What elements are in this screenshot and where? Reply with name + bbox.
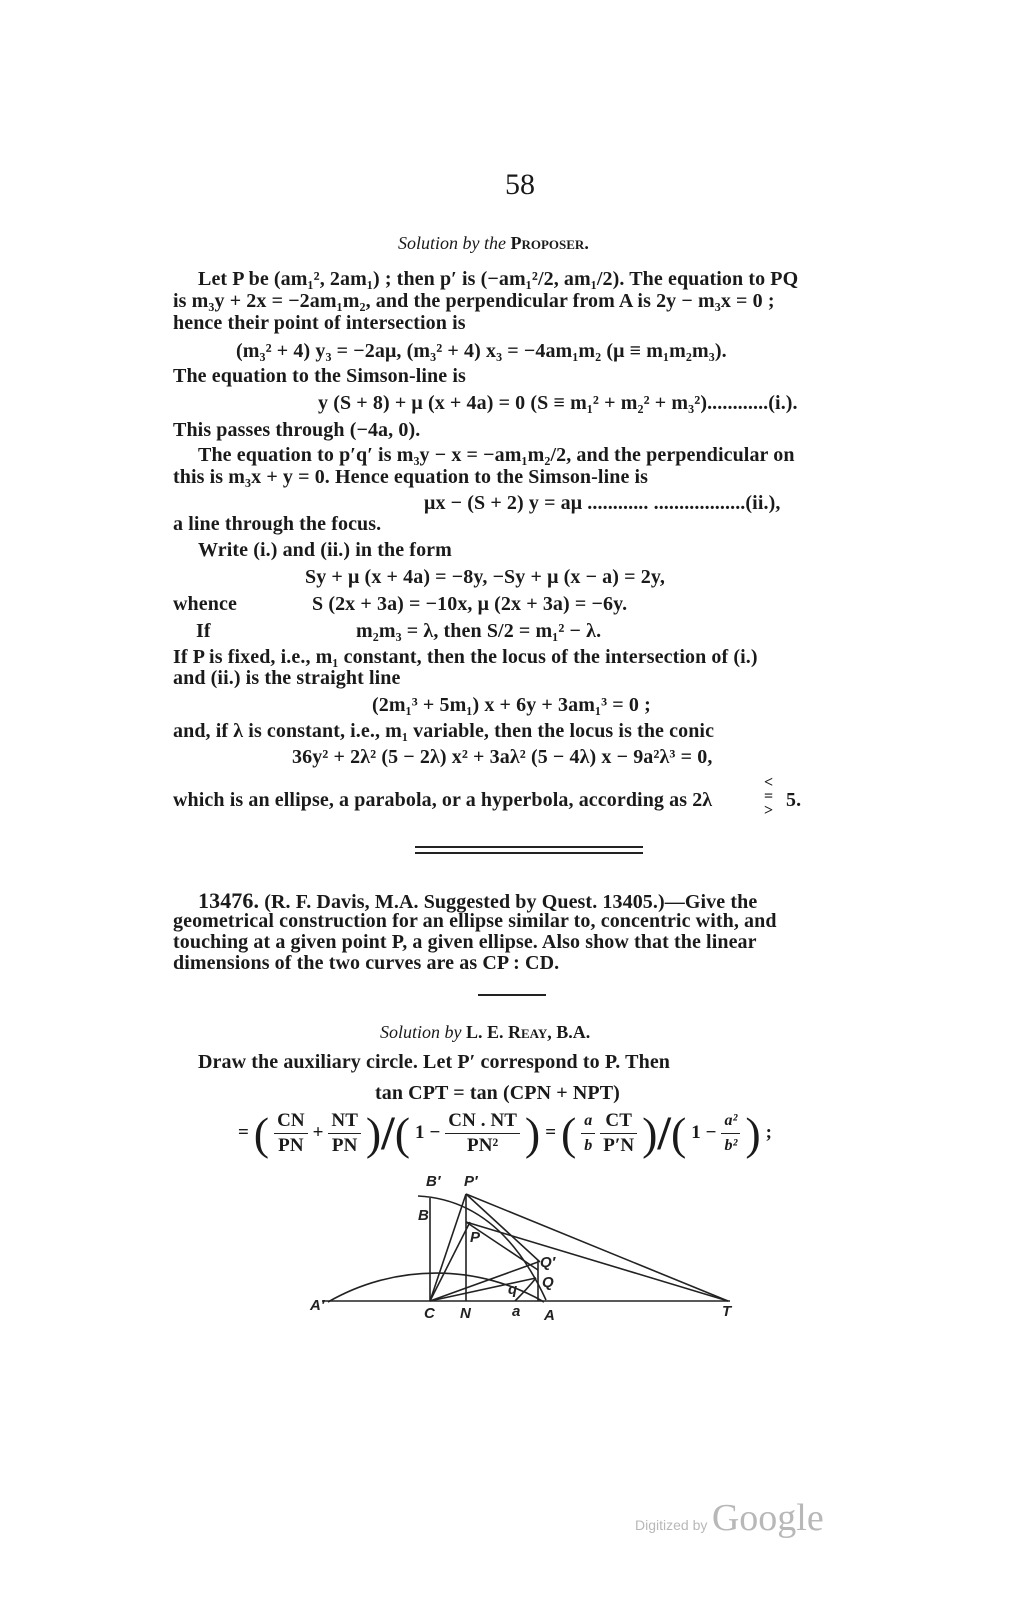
den: PN	[331, 1135, 358, 1156]
separator-rule-top	[415, 846, 643, 848]
formula-eq2: =	[545, 1121, 557, 1143]
label-b: B	[418, 1207, 429, 1224]
s1-line-7: This passes through (−4a, 0).	[173, 419, 421, 441]
den: PN	[278, 1135, 304, 1156]
s2-line-1: Draw the auxiliary circle. Let P′ correspond to P. Then	[198, 1051, 671, 1073]
paren-close: )	[745, 1108, 761, 1159]
den: PN²	[466, 1135, 499, 1156]
label-q-small: q	[508, 1281, 518, 1298]
watermark-brand: Google	[711, 1497, 824, 1539]
s1-equation-form: Sy + μ (x + 4a) = −8y, −Sy + μ (x − a) = 2y,	[305, 566, 665, 588]
s1-equation-lambda: m₂m₃ = λ, then S/2 = m₁² − λ.	[356, 620, 602, 642]
greater-than-symbol: >	[764, 802, 774, 819]
s1-line-21: and, if λ is constant, i.e., m₁ variable, then the locus is the conic	[173, 720, 715, 742]
solution-heading-proposer	[398, 233, 589, 254]
label-b-prime: B′	[426, 1173, 441, 1190]
s1-equation-i: y (S + 8) + μ (x + 4a) = 0 (S ≡ m₁² + m₂² + m₃²)............(i.).	[318, 392, 798, 414]
s1-line-23-end: 5.	[786, 789, 802, 811]
question-line-2: geometrical construction for an ellipse similar to, concentric with, and	[173, 910, 777, 932]
heading-name: Proposer.	[510, 233, 589, 253]
s1-line-3: hence their point of intersection is	[173, 312, 466, 334]
label-a-prime: A′	[310, 1297, 325, 1314]
den: b	[584, 1137, 593, 1154]
tangent-p	[466, 1222, 728, 1301]
question-text-1: (R. F. Davis, M.A. Suggested by Quest. 13405.)—Give the	[264, 891, 758, 913]
paren-close: )	[365, 1108, 382, 1159]
s1-line-11: a line through the focus.	[173, 513, 382, 535]
fraction-a2-b2	[721, 1109, 740, 1158]
given-ellipse-arc	[418, 1196, 546, 1300]
num: NT	[328, 1109, 361, 1134]
division-slash: /	[381, 1107, 395, 1160]
formula-eq: =	[238, 1121, 249, 1143]
s1-if: If	[196, 620, 211, 642]
label-c: C	[424, 1305, 435, 1322]
relation-symbols	[764, 776, 773, 818]
label-t: T	[722, 1303, 732, 1320]
s1-line-5: The equation to the Simson-line is	[173, 365, 466, 387]
solution-heading-reay	[380, 1022, 590, 1043]
heading-prefix: Solution by the	[398, 233, 506, 253]
s1-line-23: which is an ellipse, a parabola, or a hyperbola, according as 2λ	[173, 789, 713, 811]
s1-line-2: is m₃y + 2x = −2am₁m₂, and the perpendicular from A is 2y − m₃x = 0 ;	[173, 290, 775, 312]
s1-equation-conic: 36y² + 2λ² (5 − 2λ) x² + 3aλ² (5 − 4λ) x − 9a²λ³ = 0,	[292, 746, 713, 768]
watermark-prefix: Digitized by	[635, 1517, 708, 1533]
heading-prefix: Solution by	[380, 1022, 462, 1042]
formula-one-minus: 1 −	[415, 1121, 441, 1143]
fraction-cn-pn	[274, 1109, 308, 1158]
s1-equation-intersection: (m₃² + 4) y₃ = −2aμ, (m₃² + 4) x₃ = −4am₁m₂ (μ ≡ m₁m₂m₃).	[236, 340, 727, 362]
label-n: N	[460, 1305, 471, 1322]
fraction-a-b	[581, 1109, 595, 1158]
fraction-ct-pn	[600, 1109, 637, 1158]
num: a²	[721, 1109, 740, 1134]
question-line-3: touching at a given point P, a given ellipse. Also show that the linear	[173, 931, 757, 953]
label-a-small: a	[512, 1303, 521, 1320]
num: CT	[600, 1109, 637, 1134]
fraction-cnnt-pn2	[445, 1109, 520, 1158]
line-p-prime-q-prime	[466, 1194, 540, 1262]
division-slash: /	[657, 1107, 671, 1160]
formula-plus: +	[312, 1121, 324, 1143]
fraction-nt-pn	[328, 1109, 361, 1158]
num: CN	[274, 1109, 308, 1134]
label-p: P	[470, 1229, 481, 1246]
paren-close: )	[642, 1108, 658, 1159]
paren-open: (	[253, 1108, 270, 1159]
s1-equation-straight-line: (2m₁³ + 5m₁) x + 6y + 3am₁³ = 0 ;	[372, 694, 651, 716]
paren-open: (	[394, 1108, 411, 1159]
heading-name: L. E. Reay, B.A.	[466, 1022, 591, 1042]
paren-open: (	[560, 1108, 577, 1159]
s1-equation-ii: μx − (S + 2) y = aμ ............ ..................(ii.),	[424, 492, 781, 514]
tan-formula	[238, 1106, 772, 1161]
question-number: 13476.	[198, 888, 260, 913]
den: P′N	[603, 1135, 635, 1156]
den: b²	[724, 1137, 738, 1154]
short-rule	[478, 994, 546, 996]
s2-line-2: tan CPT = tan (CPN + NPT)	[375, 1082, 620, 1104]
label-a: A	[544, 1307, 555, 1324]
label-p-prime: P′	[464, 1173, 478, 1190]
line-c-p-prime	[430, 1194, 466, 1301]
page-number: 58	[505, 168, 535, 201]
paren-open: (	[670, 1108, 687, 1159]
question-line-4: dimensions of the two curves are as CP : CD.	[173, 952, 560, 974]
s1-whence: whence	[173, 593, 237, 615]
num: CN . NT	[445, 1109, 520, 1134]
less-than-symbol: <	[764, 774, 774, 791]
s1-line-9: this is m₃x + y = 0. Hence equation to the Simson-line is	[173, 466, 649, 488]
formula-one-minus-2: 1 −	[691, 1121, 717, 1143]
s1-line-19: and (ii.) is the straight line	[173, 667, 401, 689]
equal-symbol: =	[764, 788, 774, 805]
s1-line-18: If P is fixed, i.e., m₁ constant, then the locus of the intersection of (i.)	[173, 646, 758, 668]
s1-line-12: Write (i.) and (ii.) in the form	[198, 539, 452, 561]
num: a	[581, 1109, 595, 1134]
label-q: Q	[542, 1274, 554, 1291]
s1-line-1: Let P be (am₁², 2am₁) ; then p′ is (−am₁²/2, am₁/2). The equation to PQ	[198, 268, 799, 290]
paren-close: )	[524, 1108, 541, 1159]
label-q-prime: Q′	[540, 1254, 556, 1271]
formula-semicolon: ;	[765, 1121, 773, 1143]
s1-equation-whence: S (2x + 3a) = −10x, μ (2x + 3a) = −6y.	[312, 593, 628, 615]
digitized-by-google-watermark	[635, 1496, 824, 1540]
ellipse-construction-figure	[300, 1170, 760, 1370]
separator-rule-bottom	[415, 852, 643, 854]
s1-line-8: The equation to p′q′ is m₃y − x = −am₁m₂/2, and the perpendicular on	[198, 444, 795, 466]
